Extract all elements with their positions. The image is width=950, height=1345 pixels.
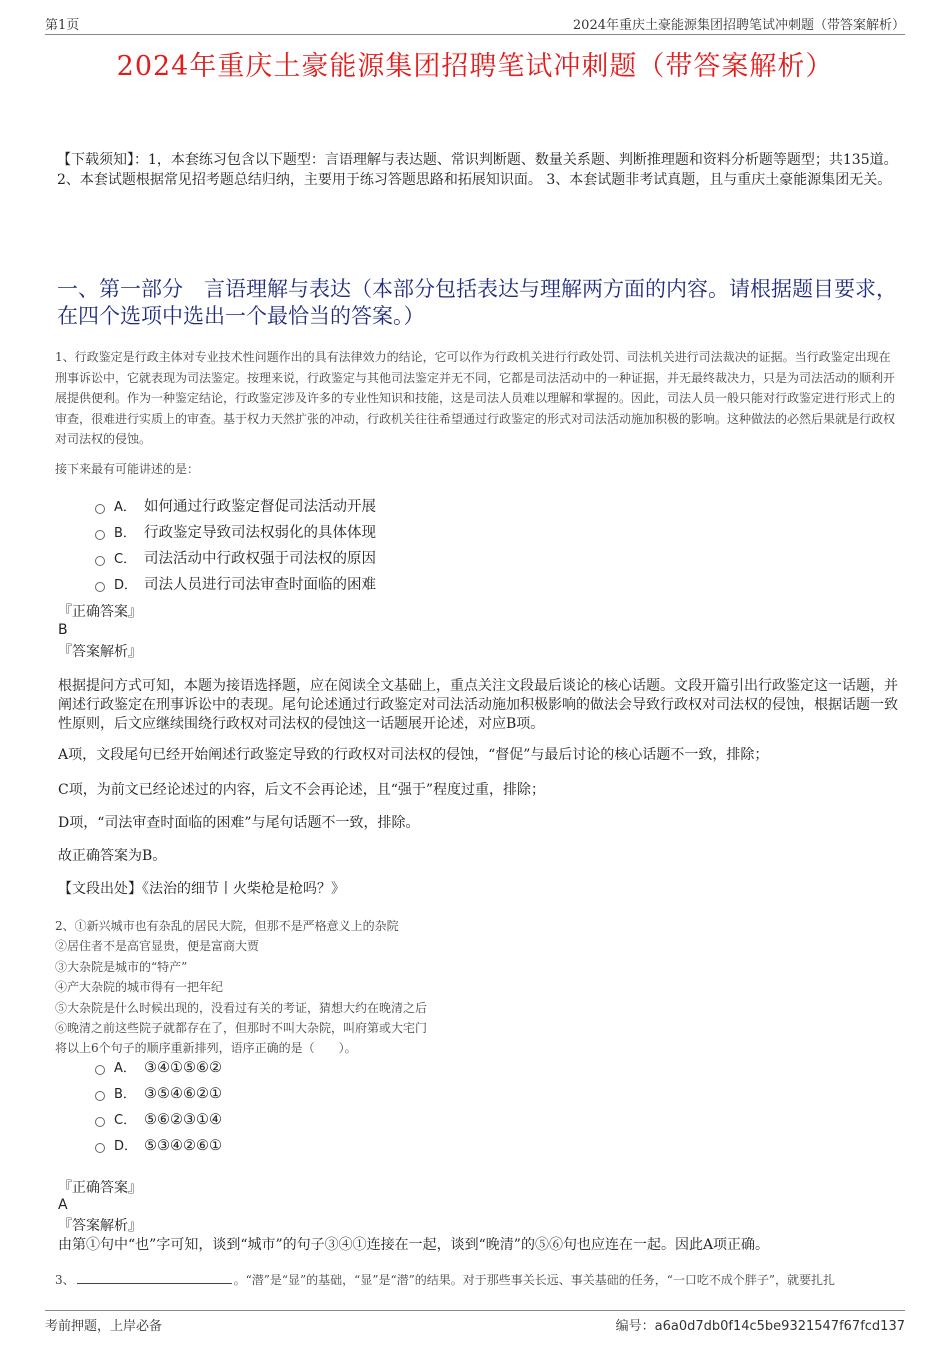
- radio-icon[interactable]: [95, 556, 105, 566]
- sentence-line: ⑤大杂院是什么时候出现的，没看过有关的考证，猜想大约在晚清之后: [55, 1000, 428, 1015]
- page-number: 第1页: [45, 18, 80, 33]
- correct-answer: B: [58, 622, 68, 638]
- correct-answer: A: [58, 1197, 68, 1213]
- header-doc-title: 2024年重庆土豪能源集团招聘笔试冲刺题（带答案解析）: [572, 18, 905, 33]
- answer-blank: [77, 1273, 232, 1284]
- analysis-paragraph: 由第①句中“也”字可知，谈到“城市”的句子③④①连接在一起，谈到“晚清”的⑤⑥句也应连在一起。因此A项正确。: [58, 1237, 770, 1253]
- analysis-paragraph: C项，为前文已经论述过的内容，后文不会再论述，且“强于”程度过重，排除；: [58, 782, 546, 798]
- correct-answer-label: 『正确答案』: [58, 604, 142, 620]
- footer-serial: 编号：a6a0d7db0f14c5be9321547f67fcd137: [615, 1319, 905, 1334]
- document-title: 2024年重庆土豪能源集团招聘笔试冲刺题（带答案解析）: [116, 51, 834, 82]
- page-header: [45, 14, 905, 35]
- radio-icon[interactable]: [95, 1091, 105, 1101]
- page-footer: [45, 1310, 905, 1335]
- question-3-stem: 3、 。“潜”是“显”的基础，“显”是“潜”的结果。对于那些事关长远、事关基础的任务，“一口吃不成个胖子”，就要扎扎: [55, 1273, 835, 1287]
- sentence-line: ⑥晚清之前这些院子就都存在了，但那时不叫大杂院，叫府第或大宅门: [55, 1021, 428, 1036]
- option-a[interactable]: A． ③④①⑤⑥②: [95, 1055, 222, 1081]
- question-1-lead: 接下来最有可能讲述的是：: [55, 462, 200, 476]
- correct-answer-label: 『正确答案』: [58, 1180, 142, 1196]
- sentence-line: ②居住者不是高官显贵，便是富商大贾: [55, 939, 260, 954]
- question-1-options: [95, 494, 376, 598]
- question-2-prompt: 将以上6个句子的顺序重新排列，语序正确的是（ ）。: [55, 1041, 357, 1056]
- sentence-line: ④产大杂院的城市得有一把年纪: [55, 980, 224, 995]
- radio-icon[interactable]: [95, 1143, 105, 1153]
- option-a[interactable]: A． 如何通过行政鉴定督促司法活动开展: [95, 494, 376, 520]
- radio-icon[interactable]: [95, 1117, 105, 1127]
- option-b[interactable]: B． ③⑤④⑥②①: [95, 1081, 222, 1107]
- option-b[interactable]: B． 行政鉴定导致司法权弱化的具体体现: [95, 520, 376, 546]
- radio-icon[interactable]: [95, 530, 105, 540]
- footer-slogan: 考前押题，上岸必备: [45, 1319, 163, 1334]
- question-2-stem: [55, 916, 900, 1059]
- option-c[interactable]: C． 司法活动中行政权强于司法权的原因: [95, 546, 376, 572]
- question-2-options: [95, 1055, 222, 1159]
- option-c[interactable]: C． ⑤⑥②③①④: [95, 1107, 222, 1133]
- analysis-label: 『答案解析』: [58, 1218, 142, 1234]
- radio-icon[interactable]: [95, 1065, 105, 1075]
- option-d[interactable]: D． ⑤③④②⑥①: [95, 1133, 222, 1159]
- question-1-stem: 1、行政鉴定是行政主体对专业技术性问题作出的具有法律效力的结论，它可以作为行政机关进行行政处罚、司法机关进行司法裁决的证据。当行政鉴定出现在刑事诉讼中，它就表现为司法鉴定。按理来说，行政鉴定与其他司法鉴定并无不同，它都是司法活动中的一种证据，并无最终裁决力，只是为司法活动的顺利开展提供便利。作为一种鉴定结论，行政鉴定涉及许多的专业性知识和技能，这是司法人员难以理解和掌握的。因此，司法人员一般只能对行政鉴定进行形式上的审查，很难进行实质上的审查。基于权力天然扩张的冲动，行政机关往往希望通过行政鉴定的形式对司法活动施加积极的影响。这种做法的必然后果就是行政权对司法权的侵蚀。: [55, 350, 896, 446]
- radio-icon[interactable]: [95, 504, 105, 514]
- sentence-line: 2、①新兴城市也有杂乱的居民大院，但那不是严格意义上的杂院: [55, 919, 399, 933]
- analysis-paragraph: 根据提问方式可知，本题为接语选择题，应在阅读全文基础上，重点关注文段最后谈论的核心话题。文段开篇引出行政鉴定这一话题，并阐述行政鉴定在刑事诉讼中的表现。尾句论述通过行政鉴定对司法活动施加积极影响的做法会导致行政权对司法权的侵蚀，根据话题一致性原则，后文应继续围绕行政权对司法权的侵蚀这一话题展开论述，对应B项。: [58, 678, 898, 732]
- analysis-label: 『答案解析』: [58, 644, 142, 660]
- sentence-line: ③大杂院是城市的“特产”: [55, 959, 188, 974]
- source-citation: 【文段出处】《法治的细节丨火柴枪是枪吗？》: [58, 881, 345, 897]
- section-heading: 一、第一部分 言语理解与表达（本部分包括表达与理解两方面的内容。请根据题目要求，在四个选项中选出一个最恰当的答案。）: [57, 277, 897, 328]
- analysis-paragraph: D项，“司法审查时面临的困难”与尾句话题不一致，排除。: [58, 815, 420, 831]
- analysis-paragraph: 故正确答案为B。: [58, 848, 167, 864]
- analysis-paragraph: A项，文段尾句已经开始阐述行政鉴定导致的行政权对司法权的侵蚀，“督促”与最后讨论的核心话题不一致，排除；: [58, 747, 769, 763]
- radio-icon[interactable]: [95, 582, 105, 592]
- download-notice: 【下载须知】：1，本套练习包含以下题型：言语理解与表达题、常识判断题、数量关系题、判断推理题和资料分析题等题型；共135道。 2、本套试题根据常见招考题总结归纳，主要用于练习答题思路和拓展知识面。 3、本套试题非考试真题，且与重庆土豪能源集团无关。: [57, 152, 898, 188]
- option-d[interactable]: D． 司法人员进行司法审查时面临的困难: [95, 572, 376, 598]
